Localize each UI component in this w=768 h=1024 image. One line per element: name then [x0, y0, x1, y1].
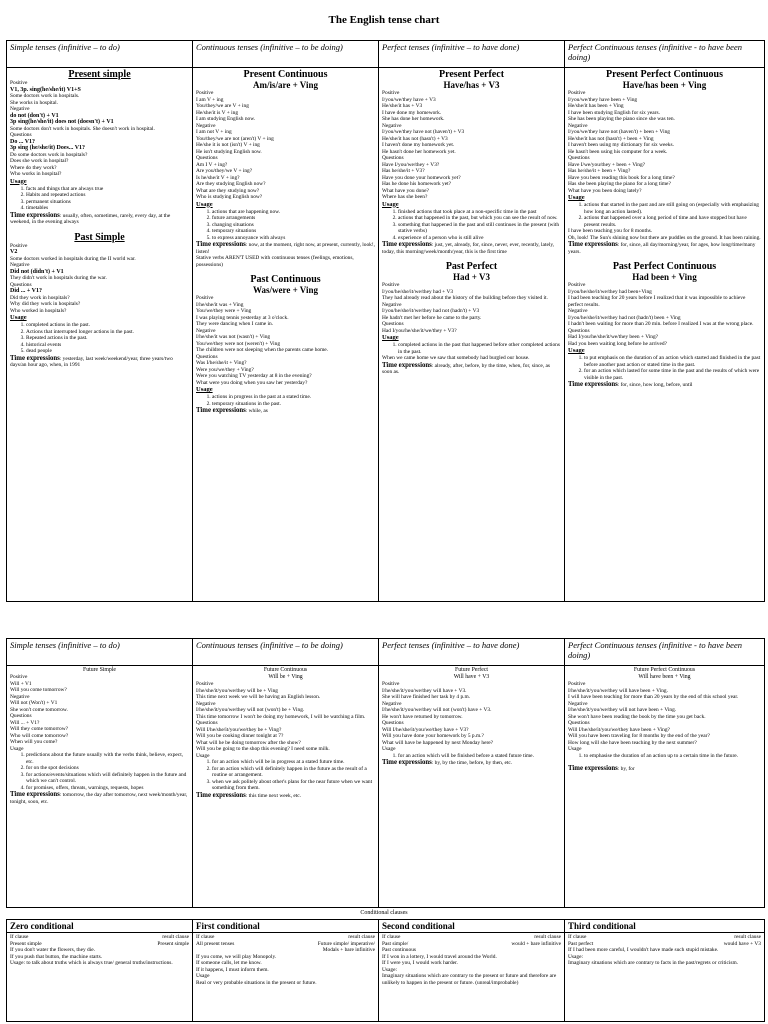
present-continuous-title: Present Continuous	[243, 69, 328, 80]
text-line: He isn't studying English now.	[196, 148, 262, 155]
usage-item: 5. dead people	[26, 348, 189, 355]
text-line: Positive	[10, 80, 28, 86]
text-line: I/he/she/it/you/we/they will not (won't) be + Ving.	[196, 707, 305, 713]
text-line: He hasn't done her homework yet.	[382, 148, 456, 155]
text-line: I am not V + ing	[196, 129, 232, 135]
tense-chart-top	[6, 40, 765, 602]
text-line: Positive	[568, 90, 586, 96]
usage-item: 1. completed actions in the past.	[26, 322, 189, 329]
text-line: Will ... + V1?	[10, 719, 40, 726]
cell-future-continuous	[193, 666, 379, 908]
text-line: Questions	[382, 321, 404, 327]
text-line: I have done my homework.	[382, 109, 442, 116]
text-line: Positive	[382, 681, 400, 687]
past-perfect-continuous-formula: Had been + Ving	[632, 272, 697, 282]
text-line: Imaginary situations which are contrary to facts in the past/regrets or criticism.	[568, 960, 739, 966]
text-line: He hasn't been using his computer for a week.	[568, 148, 668, 155]
text-line: She won't have been reading the book by the time you get back.	[568, 713, 706, 720]
zero-conditional-title: Zero conditional	[7, 920, 193, 933]
text-line: If someone calls, let me know.	[196, 960, 262, 966]
text-line: Have you been reading this book for a long time?	[568, 174, 675, 181]
time-expressions: Time expressions: yesterday, last week/weekend/year, three years/two days/an hour ago, when, in 1991	[10, 354, 173, 368]
text-line: Negative	[10, 106, 30, 112]
usage-item: 2. for an action which lasted for some time in the past and the results of which were visible in the past.	[584, 368, 761, 381]
usage-item: 2. for on the spot decisions	[26, 765, 189, 772]
present-perfect-formula: Have/has + V3	[443, 80, 500, 90]
text-line: Had I/you/he/she/it/we/they + V3?	[382, 327, 457, 334]
time-expressions: Time expressions: already, after, before, by the time, when, for, since, as soon as.	[382, 361, 551, 375]
text-line: Usage	[196, 973, 210, 979]
usage-item: 1. actions that started in the past and are still going on (especially with emphasizing how long an action lasted).	[584, 202, 761, 215]
future-simple-title: Future Simple	[82, 667, 116, 673]
text-line: Will you come tomorrow?	[10, 687, 67, 693]
text-line: Positive	[382, 282, 400, 288]
usage-label: Usage	[568, 347, 585, 354]
text-line: Was I/he/she/it + Ving?	[196, 360, 247, 366]
usage-item: 1. for an action which will be in progress at a stated future time.	[212, 759, 375, 766]
present-perfect-title: Present Perfect	[438, 69, 505, 80]
text-line: Some doctors don't work in hospitals. She doesn't work in hospital.	[10, 125, 155, 132]
text-line: Has he/she/it + V3?	[382, 168, 425, 174]
text-line: Did not (didn't) + V1	[10, 268, 64, 275]
conditional-caption: Conditional clauses	[360, 910, 408, 916]
text-line: Were you/we/they + Ving?	[196, 366, 254, 373]
text-line: I/you/we/they have not (haven't) + been + Ving	[568, 129, 670, 135]
text-line: Negative	[382, 301, 402, 308]
text-line: She will have finished her task by 4 p.m.	[382, 694, 471, 700]
tense-chart-future	[6, 638, 765, 908]
time-expressions: Time expressions: for, since, all day/morning/year, for ages, how long/time/many years.	[568, 241, 756, 255]
ppc-example-2: Oh, look! The Sun's shining now but there are puddles on the ground. It has been raining.	[568, 234, 761, 241]
header-perfect: Perfect tenses (infinitive – to have done)	[379, 639, 565, 666]
text-line: Where has she been?	[382, 194, 428, 200]
header-perfect-continuous: Perfect Continuous tenses (infinitive - to have been doing)	[565, 639, 765, 666]
text-line: Positive	[568, 681, 586, 687]
text-line: Will I/he/she/it/you/we/they have been + Ving?	[568, 726, 670, 733]
second-conditional-body: If clause result clause Past simple/ would + bare infinitive Past continuous If I won in a lottery, I would travel around the World. If I were you, I would work harder. Usage: Imaginary situations which are contrary to the present or future and therefore are unlikely to happen in the present or future. (unreal/improbable)	[379, 933, 565, 1022]
text-line: Where do they work?	[10, 164, 57, 171]
time-expressions: Time expressions: just, yet, already, for, since, never, ever, recently, lately, today, this morning/week/month/year, this is the first time	[382, 241, 555, 255]
text-line: Questions	[196, 720, 218, 726]
text-line: What were you doing when you saw her yesterday?	[196, 379, 308, 386]
text-line: If you push that button, the machine starts.	[10, 953, 103, 960]
text-line: Usage	[10, 745, 24, 752]
usage-item: 3. permanent situations	[26, 199, 189, 206]
text-line: Who is studying English now?	[196, 194, 263, 200]
text-line: Questions	[382, 155, 404, 161]
text-line: You/we/they were not (weren't) + Ving	[196, 340, 281, 347]
text-line: Questions	[10, 281, 32, 288]
header-simple: Simple tenses (infinitive – to do)	[7, 639, 193, 666]
usage-item: 4. experience of a person who is still alive	[398, 235, 561, 242]
present-perfect-continuous-formula: Have/has been + Ving	[622, 80, 707, 90]
usage-label: Usage	[382, 200, 399, 208]
text-line: I have been studying English for six years.	[568, 109, 660, 116]
text-line: Negative	[382, 700, 402, 707]
text-line: I was playing tennis yesterday at 3 o'clock.	[196, 314, 289, 321]
text-line: How long will she have been teaching by the next summer?	[568, 739, 697, 746]
first-conditional-body: If clause result clause All present tenses Future simple/ imperative/ Modals + bare infinitive If you come, we will play Monopoly. If someone calls, let me know. If it happens, I must inform them. Usage Real or very probable situations in the present or future.	[193, 933, 379, 1022]
time-expressions: Time expressions: usually, often, sometimes, rarely, every day, at the weekend, in the evening always	[10, 211, 171, 225]
text-line: What have you been doing lately?	[568, 187, 642, 194]
text-line: I had been teaching for 20 years before I realized that it was impossible to achieve perfect results.	[568, 295, 746, 308]
text-line: You/they/we are V + ing	[196, 103, 249, 109]
stative-note: Stative verbs AREN'T USED with continuous tenses (feelings, emotions, possessions)	[196, 255, 354, 268]
text-line: I/you/we/they have been + Ving	[568, 96, 638, 103]
text-line: Is he/she/it V + ing?	[196, 174, 240, 181]
text-line: She works in hospital.	[10, 99, 58, 106]
text-line: I/you/he/she/it/we/they had been+Ving	[568, 288, 652, 295]
text-line: What are they studying now?	[196, 187, 260, 194]
usage-item: 2. Actions that interrupted longer actions in the past.	[26, 329, 189, 336]
text-line: Usage:	[568, 953, 583, 960]
future-continuous-formula: Will be + Ving	[268, 674, 303, 680]
text-line: Negative	[568, 308, 588, 314]
text-line: I/you/he/she/it/we/they had + V3	[382, 288, 454, 295]
third-conditional-title: Third conditional	[565, 920, 765, 933]
text-line: I am V + ing	[196, 96, 224, 103]
usage-label: Usage	[196, 386, 213, 393]
usage-label: Usage	[568, 194, 585, 201]
text-line: Negative	[568, 700, 588, 707]
usage-item: 1. predictions about the future usually with the verbs think, believe, expect, etc.	[26, 752, 189, 765]
text-line: Have I/we/you/they + been + Ving?	[568, 161, 646, 168]
text-line: Real or very probable situations in the present or future.	[196, 979, 317, 986]
usage-item: 2. actions that happened in the past, but which you can see the result of now.	[398, 215, 561, 222]
text-line: You/they/we are not (aren't) V + ing	[196, 135, 274, 142]
text-line: I/you/we/they have + V3	[382, 96, 436, 103]
future-continuous-title: Future Continuous	[263, 667, 308, 673]
usage-label: Usage	[382, 334, 399, 341]
past-simple-title: Past Simple	[74, 231, 125, 243]
text-line: He/she/it has + V3	[382, 103, 423, 109]
time-expressions: Time expressions: by, by the time, before, by then, etc.	[382, 759, 513, 766]
usage-item: 1. actions that are happening now.	[212, 209, 375, 216]
text-line: Negative	[382, 122, 402, 129]
text-line: Questions	[10, 713, 32, 719]
text-line: Had I/you/he/she/it/we/they been + Ving?	[568, 334, 659, 340]
text-line: If I had been more careful, I wouldn't have made such stupid mistake.	[568, 947, 719, 953]
text-line: Questions	[196, 155, 218, 161]
text-line: I will have been teaching for more than 20 years by the end of this school year.	[568, 694, 739, 700]
text-line: Have you done your homework yet?	[382, 174, 461, 181]
usage-item: 3. for actions/events/situations which will definitely happen in the future and which we can't control.	[26, 772, 189, 785]
time-expressions: Time expressions: while, as	[196, 407, 268, 414]
text-line: He/she/it has not (hasn't) + been + Ving	[568, 135, 654, 142]
text-line: He/she it is not (isn't) V + ing	[196, 142, 260, 148]
text-line: If you come, we will play Monopoly.	[196, 953, 277, 960]
text-line: Some doctors worked in hospitals during the II world war.	[10, 255, 136, 262]
usage-item: 2. temporary situations in the past.	[212, 401, 375, 408]
text-line: Positive	[196, 90, 214, 96]
text-line: Have I/you/we/they + V3?	[382, 161, 440, 168]
text-line: Positive	[10, 674, 28, 680]
future-perfect-title: Future Perfect	[455, 667, 488, 673]
text-line: I/he/she/it/you/we/they will be + Ving	[196, 687, 278, 694]
text-line: Negative	[10, 262, 30, 268]
text-line: I/he/she/it/you/we/they will not have been + Ving.	[568, 707, 677, 713]
text-line: If I were you, I would work harder.	[382, 960, 458, 966]
usage-item: 2. Habits and repeated actions	[26, 192, 189, 199]
text-line: He won't have returned by tomorrow.	[382, 713, 463, 720]
future-perfect-formula: Will have + V3	[453, 674, 490, 680]
text-line: Will I/he/she/it/you/we/they have + V3?	[382, 726, 469, 733]
text-line: Has she been playing the piano for a long time?	[568, 181, 671, 187]
text-line: If you don't water the flowers, they die.	[10, 947, 95, 953]
usage-item: 1. for an action which will be finished before a stated future time.	[398, 753, 561, 760]
text-line: I/you/he/she/it/we/they had not (hadn't) been + Ving	[568, 314, 681, 321]
text-line: What will have be happened by next Monday here?	[382, 739, 494, 746]
text-line: Do ... V1?	[10, 138, 36, 145]
text-line: Negative	[10, 693, 30, 700]
header-perfect-continuous: Perfect Continuous tenses (infinitive - to have been doing)	[565, 41, 765, 68]
text-line: What will he be doing tomorrow after the show?	[196, 739, 301, 746]
text-line: I/he/she/it/you/we/they will not (won't) have + V3.	[382, 707, 492, 713]
text-line: Usage	[196, 752, 210, 759]
text-line: She won't come tomorrow.	[10, 706, 68, 713]
usage-item: 2. for an action which will definitely happen in the future as the result of a routine or arrangement.	[212, 766, 375, 779]
header-simple: Simple tenses (infinitive – to do)	[7, 41, 193, 68]
text-line: He hadn't met her before he came to the party.	[382, 314, 482, 321]
text-line: You/we/they were + Ving	[196, 308, 252, 314]
usage-item: 1. to emphasise the duration of an action up to a certain time in the future.	[584, 753, 761, 760]
text-line: This time tomorrow I won't be doing my homework, I will be watching a film.	[196, 713, 366, 720]
cell-future-simple	[7, 666, 193, 908]
present-simple-title: Present simple	[68, 69, 131, 80]
text-line: Questions	[10, 132, 32, 138]
text-line: Negative	[196, 122, 216, 129]
header-continuous: Continuous tenses (infinitive – to be doing)	[193, 639, 379, 666]
text-line: Positive	[196, 681, 214, 687]
text-line: Had you been waiting long before he arrived?	[568, 340, 667, 347]
text-line: I/he/she/it/you/we/they will have been + Ving.	[568, 687, 668, 694]
text-line: Will they come tomorrow?	[10, 726, 69, 732]
header-continuous: Continuous tenses (infinitive – to be doing)	[193, 41, 379, 68]
text-line: Why did they work in hospitals?	[10, 301, 81, 307]
text-line: Usage:	[382, 966, 397, 973]
text-line: 3p sing(he/she/it) does not (doesn't) + V1	[10, 119, 114, 125]
past-perfect-formula: Had + V3	[453, 272, 490, 282]
text-line: He/she/it has been + Ving	[568, 103, 624, 109]
cell-future-perfect-continuous	[565, 666, 765, 908]
text-line: Did they work in hospitals?	[10, 294, 70, 301]
text-line: I hadn't been waiting for more than 20 min. before I realized I was at the wrong place.	[568, 321, 754, 327]
text-line: When will you come?	[10, 739, 58, 745]
text-line: I/you/he/she/it/we/they had not (hadn't) + V3	[382, 308, 480, 314]
text-line: do not (don't) + V1	[10, 112, 59, 119]
text-line: Negative	[196, 700, 216, 707]
text-line: Does she work in hospital?	[10, 158, 69, 164]
usage-label: Usage	[10, 177, 27, 185]
text-line: They were dancing when I came in.	[196, 321, 274, 327]
text-line: Positive	[10, 242, 28, 249]
second-conditional-title: Second conditional	[379, 920, 565, 933]
page-title: The English tense chart	[328, 14, 440, 26]
usage-item: 1. actions in progress in the past at a stated time.	[212, 394, 375, 401]
text-line: Has he done his homework yet?	[382, 181, 452, 187]
text-line: I haven't done my homework yet.	[382, 142, 455, 148]
usage-item: 1. to put emphasis on the duration of an action which started and finished in the past before another past action or stated time in the past.	[584, 355, 761, 368]
cell-future-perfect	[379, 666, 565, 908]
text-line: What have you done?	[382, 187, 429, 194]
text-line: Usage: to talk about truths which is always true/ general truths/instructions.	[10, 960, 173, 966]
usage-label: Usage	[196, 200, 213, 208]
usage-item: 3. Repeated actions in the past.	[26, 335, 189, 342]
usage-item: 5. to express annoyance with always	[212, 235, 375, 242]
text-line: Positive	[568, 282, 586, 288]
usage-item: 3. something that happened in the past and still continues in the present (with stative verbs)	[398, 222, 561, 235]
text-line: Who works in hospital?	[10, 171, 62, 177]
text-line: He/she/it is V + ing	[196, 109, 239, 116]
present-continuous-formula: Am/is/are + Ving	[253, 80, 318, 90]
text-line: 3p sing (he/she/it) Does... V1?	[10, 145, 86, 151]
time-expressions: Time expressions: this time next week, etc.	[196, 791, 302, 799]
third-conditional-body: If clause result clause Past perfect would have + V3 If I had been more careful, I wouldn't have made such stupid mistake. Usage: Imaginary situations which are contrary to facts in the past/regrets or criticism.	[565, 933, 765, 1022]
past-perfect-continuous-title: Past Perfect Continuous	[612, 261, 717, 272]
text-line: V1, 3p. sing(he/she/it) V1+S	[10, 86, 81, 93]
text-line: Usage	[382, 746, 396, 752]
cell-simple	[7, 68, 193, 602]
text-line: Questions	[568, 155, 590, 161]
text-line: Who worked in hospitals?	[10, 307, 67, 314]
text-line: I haven't been using my dictionary for six weeks.	[568, 142, 674, 148]
text-line: She has been playing the piano since she was ten.	[568, 116, 675, 122]
text-line: Has he/she/it + been + Ving?	[568, 168, 631, 174]
text-line: If it happens, I must inform them.	[196, 966, 269, 973]
usage-item: 2. actions that happened over a long period of time and have stopped but have present results.	[584, 215, 761, 228]
usage-item: 1. completed actions in the past that happened before other completed actions in the past.	[398, 342, 561, 355]
text-line: Questions	[568, 327, 590, 334]
usage-item: 4. historical events	[26, 342, 189, 349]
text-line: They had already read about the history of the building before they visited it.	[382, 295, 548, 301]
text-line: They didn't work in hospitals during the war.	[10, 275, 107, 281]
text-line: Negative	[196, 327, 216, 334]
header-perfect: Perfect tenses (infinitive – to have done)	[379, 41, 565, 68]
past-perfect-title: Past Perfect	[445, 261, 498, 272]
usage-item: 1. finished actions that took place at a non-specific time in the past	[398, 209, 561, 216]
text-line: I/he/she/it/you/we/they will have + V3.	[382, 687, 467, 694]
text-line: Will you be cooking dinner tonight at 7?	[196, 733, 284, 739]
text-line: Questions	[382, 720, 404, 726]
usage-item: 4. for promises, offers, threats, warnings, requests, hopes	[26, 785, 189, 792]
text-line: I/he/she/it was not (wasn't) + Ving	[196, 334, 271, 340]
past-continuous-formula: Was/were + Ving	[253, 285, 318, 295]
time-expressions: Time expressions: tomorrow, the day after tomorrow, next week/month/year, tonight, soon, etc.	[10, 791, 188, 805]
usage-item: 1. facts and things that are always true	[26, 186, 189, 193]
text-line: Did ... + V1?	[10, 288, 42, 294]
text-line: V2	[10, 249, 18, 255]
text-line: Am I V + ing?	[196, 161, 228, 168]
text-line: This time next week we will be having an English lesson.	[196, 694, 321, 700]
text-line: The children were not sleeping when the parents came home.	[196, 347, 329, 353]
text-line: If I won in a lottery, I would travel around the World.	[382, 953, 497, 960]
cell-continuous	[193, 68, 379, 602]
text-line: Are you/they/we V + ing?	[196, 168, 253, 174]
text-line: Imaginary situations which are contrary to the present or future and therefore are unlikely to happen in the present or future. (unreal/improbable)	[382, 973, 557, 986]
text-line: I/you/we/they have not (haven't) + V3	[382, 129, 465, 135]
usage-label: Usage	[10, 314, 27, 321]
text-line: Were you watching TV yesterday at 8 in the evening?	[196, 373, 312, 379]
usage-item: 3. when we ask politely about other's plans for the near future when we want something from them.	[212, 779, 375, 792]
text-line: Will I/he/she/it/you/we/they be + Ving?	[196, 726, 282, 733]
ppc-example-1: I have been teaching you for 8 months.	[568, 228, 653, 234]
usage-item: 4. timetables	[26, 205, 189, 212]
time-expressions: Time expressions: for, since, how long, before, until	[568, 381, 693, 388]
text-line: Will + V1	[10, 680, 32, 687]
usage-item: 3. changing situations	[212, 222, 375, 229]
text-line: Questions	[196, 353, 218, 360]
text-line: She has done her homework.	[382, 116, 445, 122]
time-expressions: Time expressions: by, for	[568, 765, 635, 772]
text-line: Questions	[568, 720, 590, 726]
text-line: Who will come tomorrow?	[10, 732, 69, 739]
zero-conditional-body: If clause result clause Present simple Present simple If you don't water the flowers, they die. If you push that button, the machine starts. Usage: to talk about truths which is always true/ general truths/instructions.	[7, 933, 193, 1022]
future-perfect-continuous-title: Future Perfect Continuous	[633, 667, 696, 673]
past-continuous-title: Past Continuous	[250, 274, 321, 285]
text-line: Are they studying English now?	[196, 181, 266, 187]
text-line: Do some doctors work in hospitals?	[10, 151, 88, 158]
text-line: I am studying English now.	[196, 116, 256, 122]
future-perfect-continuous-formula: Will have been + Ving	[638, 674, 691, 680]
text-line: Will you have done your homework by 5 p.m.?	[382, 733, 484, 739]
first-conditional-title: First conditional	[193, 920, 379, 933]
usage-item: 4. temporary situations	[212, 228, 375, 235]
text-line: He/she/it has not (hasn't) + V3	[382, 135, 448, 142]
text-line: Will you be going to the shop this evening? I need some milk.	[196, 746, 330, 752]
time-expressions: Time expressions: now, at the moment, right now, at present, currently, look!, listen!	[196, 241, 375, 255]
text-line: Positive	[382, 90, 400, 96]
cell-perfect	[379, 68, 565, 602]
conditionals-table	[6, 919, 765, 1022]
text-line: I/he/she/it was + Ving	[196, 301, 244, 308]
usage-item: 2. future arrangements	[212, 215, 375, 222]
text-line: Usage	[568, 746, 582, 752]
cell-perfect-continuous	[565, 68, 765, 602]
text-line: Will not (Won't) + V1	[10, 700, 58, 706]
text-line: Positive	[196, 295, 214, 301]
text-line: Negative	[568, 122, 588, 129]
present-perfect-continuous-title: Present Perfect Continuous	[605, 69, 724, 80]
past-perfect-example: When we came home we saw that somebody had burgled our house.	[382, 355, 530, 361]
text-line: Some doctors work in hospitals.	[10, 93, 80, 99]
text-line: Will you have been traveling for 8 months by the end of the year?	[568, 733, 710, 739]
